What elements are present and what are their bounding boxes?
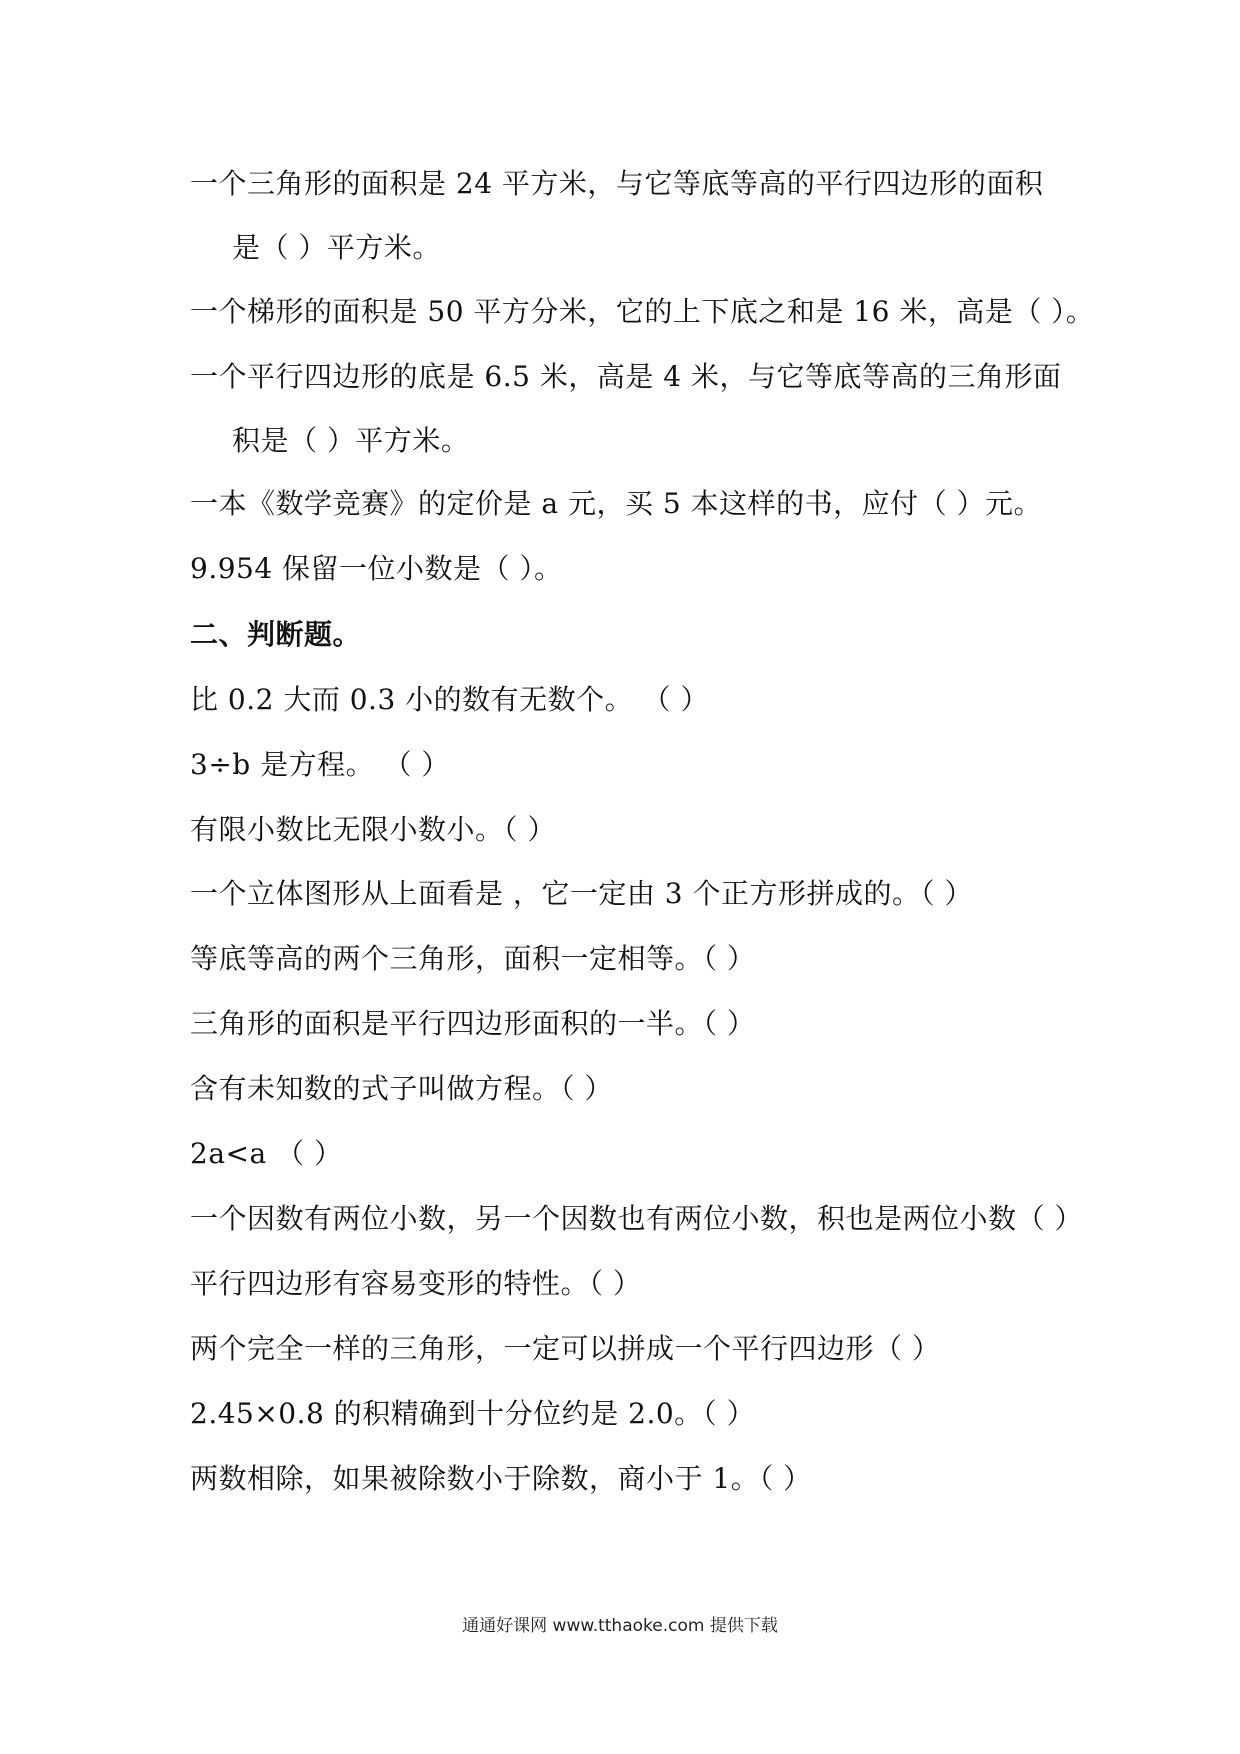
judgment-item-4: 一个立体图形从上面看是 ，它一定由 3 个正方形拼成的。（ ） — [190, 877, 973, 910]
fill-blank-1-line-2: 是（ ）平方米。 — [232, 231, 441, 264]
footer-credit: 通通好课网 www.tthaoke.com 提供下载 — [462, 1616, 778, 1636]
judgment-item-5: 等底等高的两个三角形，面积一定相等。（ ） — [190, 942, 756, 975]
judgment-item-8: 2a<a （ ） — [190, 1137, 343, 1170]
judgment-item-10: 平行四边形有容易变形的特性。（ ） — [190, 1267, 642, 1300]
judgment-item-1: 比 0.2 大而 0.3 小的数有无数个。 （ ） — [190, 683, 709, 716]
judgment-item-3: 有限小数比无限小数小。（ ） — [190, 813, 556, 846]
judgment-item-2: 3÷b 是方程。 （ ） — [190, 748, 450, 781]
fill-blank-2: 一个梯形的面积是 50 平方分米，它的上下底之和是 16 米，高是（ ）。 — [190, 295, 1095, 328]
judgment-item-12: 2.45×0.8 的积精确到十分位约是 2.0。（ ） — [190, 1397, 756, 1430]
judgment-item-7: 含有未知数的式子叫做方程。（ ） — [190, 1072, 613, 1105]
judgment-item-6: 三角形的面积是平行四边形面积的一半。（ ） — [190, 1007, 756, 1040]
judgment-item-13: 两数相除，如果被除数小于除数，商小于 1。（ ） — [190, 1462, 812, 1495]
judgment-item-11: 两个完全一样的三角形，一定可以拼成一个平行四边形（ ） — [190, 1332, 941, 1365]
section-heading-judgment: 二、判断题。 — [190, 618, 362, 651]
fill-blank-3-line-2: 积是（ ）平方米。 — [232, 424, 470, 457]
fill-blank-4: 一本《数学竞赛》的定价是 a 元，买 5 本这样的书，应付（ ）元。 — [190, 487, 1043, 520]
fill-blank-3-line-1: 一个平行四边形的底是 6.5 米，高是 4 米，与它等底等高的三角形面 — [190, 360, 1062, 393]
fill-blank-1-line-1: 一个三角形的面积是 24 平方米，与它等底等高的平行四边形的面积 — [190, 167, 1044, 200]
judgment-item-9: 一个因数有两位小数，另一个因数也有两位小数，积也是两位小数（ ） — [190, 1202, 1083, 1235]
fill-blank-5: 9.954 保留一位小数是（ ）。 — [190, 552, 563, 585]
